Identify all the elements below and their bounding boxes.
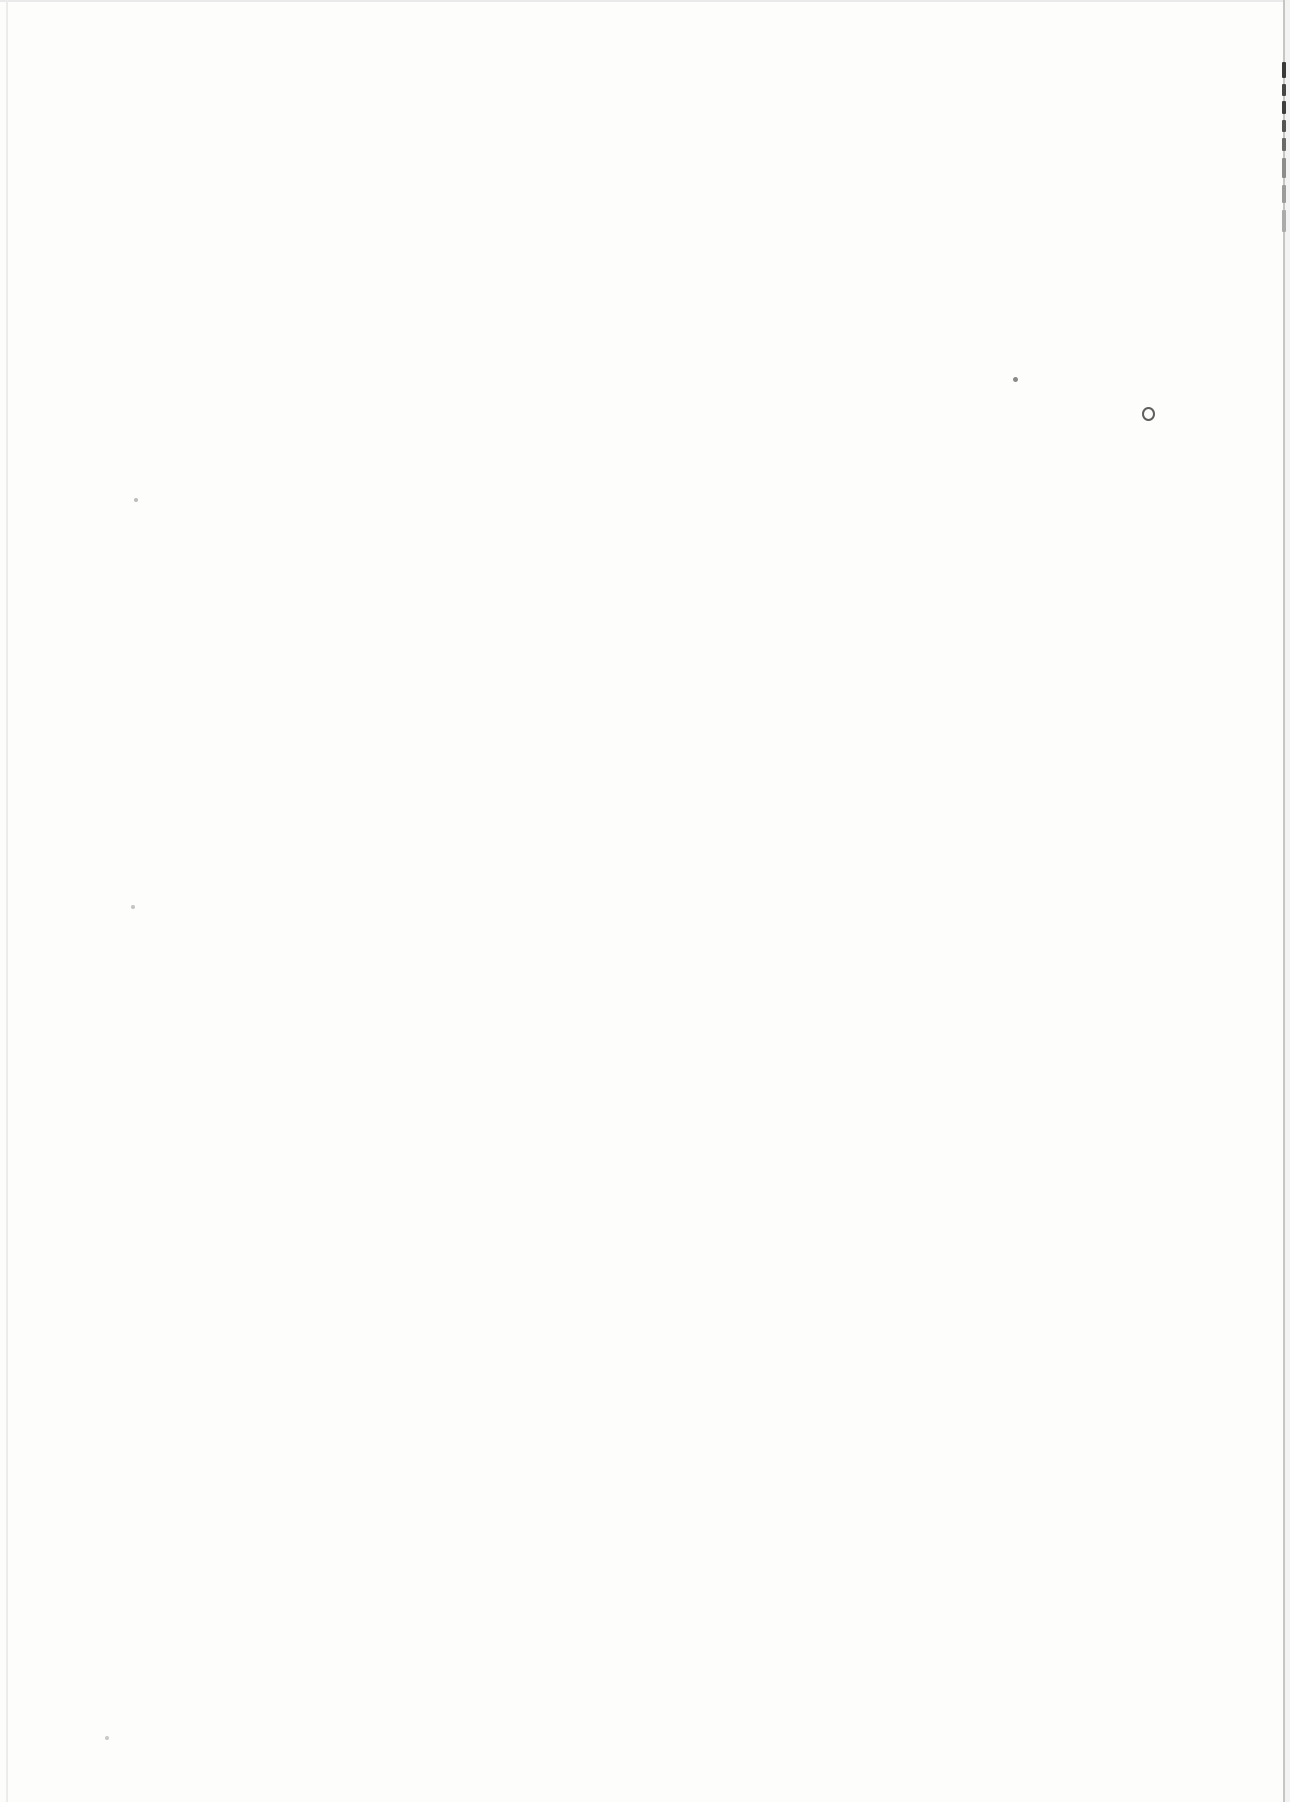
scan-ring-mark — [1142, 407, 1155, 421]
scan-mark — [1282, 84, 1286, 96]
scan-mark — [1282, 210, 1286, 232]
scan-speck — [105, 1736, 109, 1740]
scan-mark — [1282, 185, 1286, 203]
scan-speck — [131, 905, 135, 909]
scan-speck — [1013, 377, 1018, 382]
scan-edge-left — [6, 0, 8, 1802]
scan-edge-right-line — [1283, 0, 1285, 1802]
scan-mark — [1282, 138, 1286, 151]
scan-mark — [1282, 120, 1286, 132]
scan-mark — [1282, 158, 1286, 178]
scan-mark — [1282, 101, 1286, 114]
scan-mark — [1282, 62, 1286, 78]
scan-edge-right-band — [1285, 0, 1290, 1802]
scan-edge-top — [0, 0, 1290, 2]
scan-speck — [134, 498, 138, 502]
